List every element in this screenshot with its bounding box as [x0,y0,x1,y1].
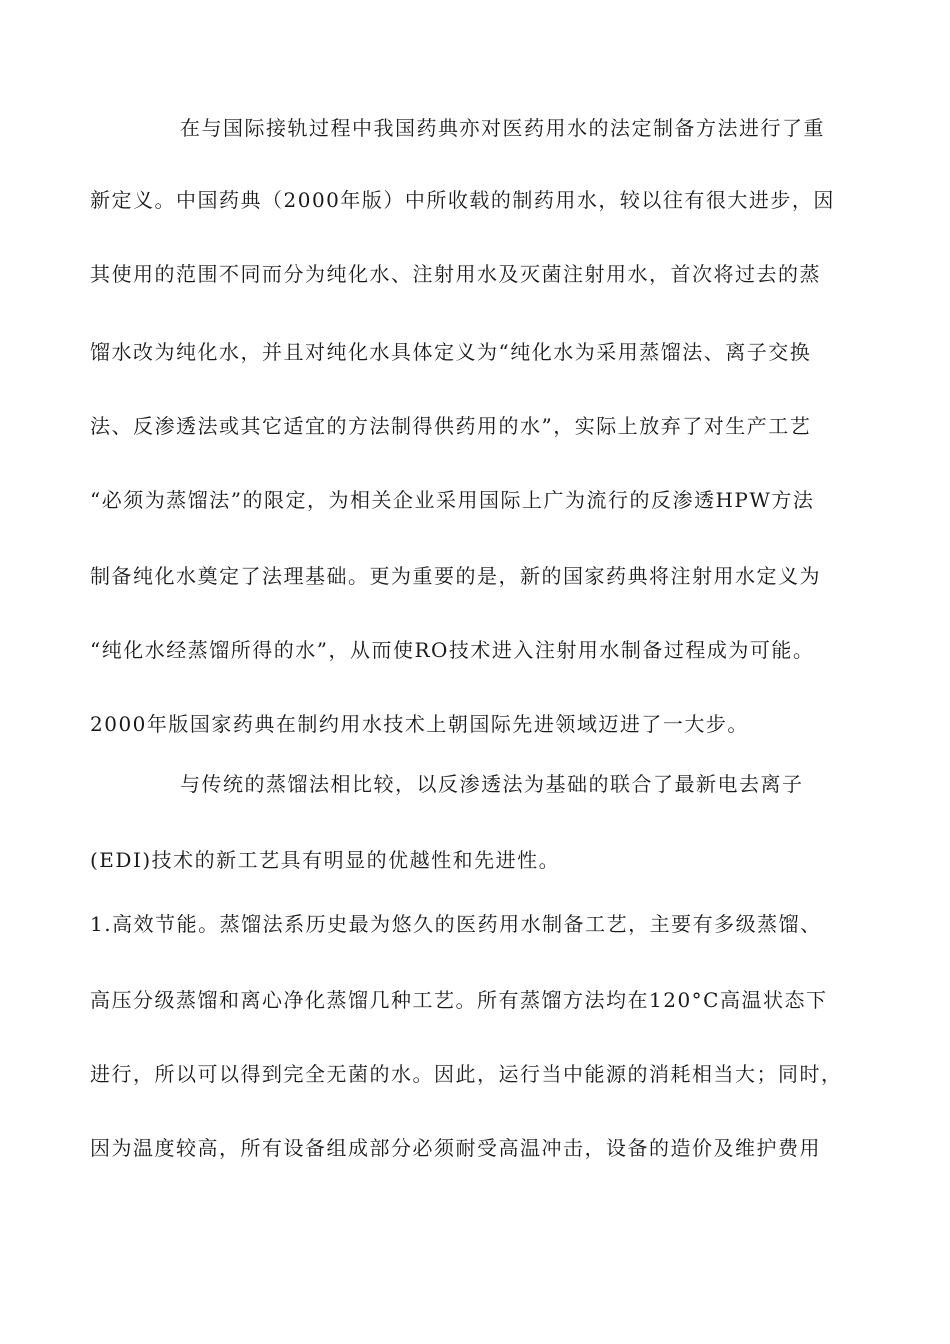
text-line: 新定义。中国药典（2000年版）中所收载的制药用水，较以往有很大进步，因 [90,188,835,212]
text-line: 制备纯化水奠定了法理基础。更为重要的是，新的国家药典将注射用水定义为 [90,564,821,588]
text-line: 2000年版国家药典在制约用水技术上朝国际先进领域迈进了一大步。 [90,712,749,736]
text-line: 1.高效节能。蒸馏法系历史最为悠久的医药用水制备工艺，主要有多级蒸馏、 [90,912,822,936]
text-line: “纯化水经蒸馏所得的水”，从而使RO技术进入注射用水制备过程成为可能。 [90,638,815,662]
text-line: 在与国际接轨过程中我国药典亦对医药用水的法定制备方法进行了重 [180,116,825,140]
text-line: 馏水改为纯化水，并且对纯化水具体定义为“纯化水为采用蒸馏法、离子交换 [90,340,812,364]
text-line: 因为温度较高，所有设备组成部分必须耐受高温冲击，设备的造价及维护费用 [90,1136,821,1160]
text-line: 进行，所以可以得到完全无菌的水。因此，运行当中能源的消耗相当大；同时， [90,1062,843,1086]
text-line: 与传统的蒸馏法相比较，以反渗透法为基础的联合了最新电去离子 [180,772,804,796]
text-line: (EDI)技术的新工艺具有明显的优越性和先进性。 [90,848,561,872]
text-line: “必须为蒸馏法”的限定，为相关企业采用国际上广为流行的反渗透HPW方法 [90,488,815,512]
text-line: 其使用的范围不同而分为纯化水、注射用水及灭菌注射用水，首次将过去的蒸 [90,262,821,286]
text-line: 高压分级蒸馏和离心净化蒸馏几种工艺。所有蒸馏方法均在120°C高温状态下 [90,988,828,1012]
text-line: 法、反渗透法或其它适宜的方法制得供药用的水”，实际上放弃了对生产工艺 [90,414,812,438]
